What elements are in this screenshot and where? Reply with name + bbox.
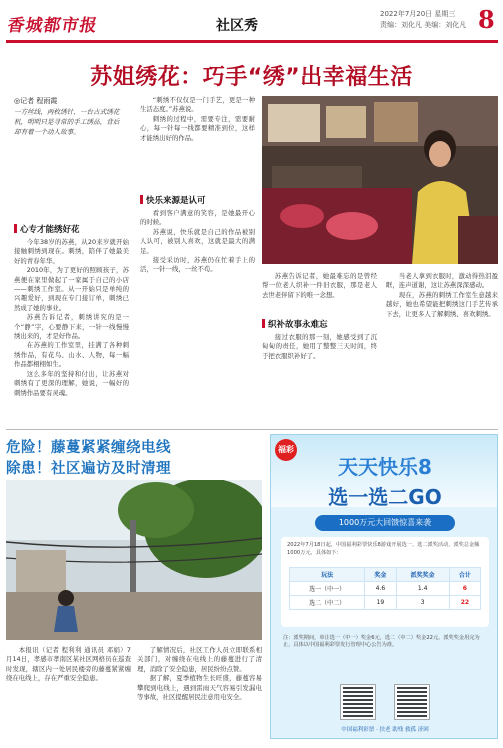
article-column-3b — [262, 333, 377, 424]
section-divider — [6, 429, 498, 430]
lottery-advertisement — [270, 434, 498, 739]
paragraph: 看到客户满意的笑容，是她最开心的时候。 — [140, 209, 255, 227]
lottery-footer: 中国福利彩票 · 扶老 助残 救孤 济困 — [341, 727, 429, 733]
paragraph: 苏燕告诉记者，刺绣讲究的是一个“静”字，心要静下来，一针一线慢慢绣出来的，才是好作品。 — [14, 313, 129, 341]
lottery-intro: 2022年7月18日起，中国福利彩票快乐8游戏开展选一、选二派奖活动，派奖总金额1000万元，具体如下： — [287, 542, 480, 556]
editor-credit: 责编：刘化凡 美编：刘化凡 — [380, 21, 467, 29]
prize-table — [289, 567, 481, 610]
table-row — [290, 596, 481, 610]
subhead-joy-label: 快乐来源是认可 — [146, 196, 206, 206]
article2-column-1 — [6, 646, 131, 742]
qr-code-icon — [341, 685, 375, 719]
embroidery-photo-illustration — [262, 96, 498, 264]
article-byline: ◎记者 程雨霞 — [14, 97, 58, 105]
article-column-2a — [140, 96, 255, 186]
date-line — [380, 9, 466, 31]
subhead-bar-icon — [14, 224, 17, 233]
paragraph: 今年38岁的苏燕，从20来岁就开始接触刺绣到现在。刺绣，陪伴了她最美好的青春年华。 — [14, 238, 129, 265]
article-column-4 — [386, 272, 498, 424]
prize-table-header-cell: 派奖奖金 — [396, 568, 449, 582]
article-column-1 — [14, 238, 129, 424]
lottery-ribbon: 1000万元大回馈惊喜来袭 — [315, 515, 455, 531]
paragraph: 现在，苏燕的刺绣工作室生意越来越好，她也希望能把刺绣这门手艺传承下去，让更多人了解刺绣、喜欢刺绣。 — [386, 290, 498, 318]
masthead — [0, 0, 503, 44]
qr-code-icon — [395, 685, 429, 719]
subhead-heart — [14, 223, 80, 235]
header-rule — [6, 40, 498, 43]
article2-headline-line2: 除患！社区遍访及时清理 — [6, 461, 171, 477]
table-row — [290, 582, 481, 596]
prize-table-header-cell: 合计 — [449, 568, 480, 582]
lottery-subtitle: 选一选二GO — [328, 485, 442, 509]
article-lead: 一方丝线，两枚绣针，一台古式绣花机，明明只是寻常的手工绣品，背后却有着一个动人故事。 — [14, 108, 120, 136]
paragraph: 了解情况后，社区工作人员立即联系相关部门，对缠绕在电线上的藤蔓进行了清理，消除了安全隐患，居民纷纷点赞。 — [137, 646, 262, 673]
paragraph: 据了解，夏季植物生长旺盛，藤蔓容易攀爬到电线上，遇到雷雨天气容易引发漏电等事故，社区提醒居民注意用电安全。 — [137, 674, 262, 702]
table-cell: 选一（中一） — [290, 582, 365, 596]
table-cell: 1.4 — [396, 582, 449, 596]
subhead-bar-icon — [262, 319, 265, 328]
subhead-weave-label: 织补故事永难忘 — [268, 320, 328, 330]
paragraph: 苏燕说，快乐就是自己的作品被别人认可，被别人喜欢，这就是最大的满足。 — [140, 227, 255, 255]
table-cell: 选二（中二） — [290, 596, 365, 610]
subhead-bar-icon — [140, 195, 143, 204]
prize-table-header-cell: 玩法 — [290, 568, 365, 582]
paragraph: 接过衣服的那一刻，她感受到了沉甸甸的责任，她用了整整三天时间，终于把衣服织补好了。 — [262, 333, 377, 360]
paragraph: 本报讯（记者 程利利 通讯员 邓娟）7月14日，孝感市孝南区某社区网格员在巡查时发现，辖区内一处居民楼旁的藤蔓紧紧缠绕在电线上，存在严重安全隐患。 — [6, 646, 131, 683]
table-cell: 3 — [396, 596, 449, 610]
subhead-heart-label: 心专才能绣好花 — [20, 225, 80, 235]
newspaper-logo: 香城都市报 — [5, 16, 100, 36]
subhead-weave — [262, 318, 328, 330]
article2-column-2 — [137, 646, 262, 742]
paragraph: 苏燕告诉记者，她最难忘的是曾经帮一位老人织补一件旧衣服，那是老人去世老伴留下的唯一念想。 — [262, 272, 377, 299]
paragraph: 在苏燕的工作室里，挂满了各种刺绣作品，有花鸟、山水、人物，每一幅作品都栩栩如生。 — [14, 341, 129, 369]
table-cell: 4.6 — [365, 582, 396, 596]
section-title: 社区秀 — [216, 18, 258, 34]
lottery-note: 注：派奖期间，单注选一（中一）奖金6元，选二（中二）奖金22元。派奖奖金用完为止，具体以中国福利彩票发行管理中心公告为准。 — [283, 635, 480, 649]
vine-wire-illustration — [6, 480, 262, 640]
table-cell: 6 — [449, 582, 480, 596]
paragraph: “刺绣不仅仅是一门手艺，更是一种生活态度。”苏燕说。 — [140, 96, 255, 114]
paragraph: 这么多年的坚持和付出，让苏燕对刺绣有了更深的理解，她说，一幅好的刺绣作品要有灵魂。 — [14, 369, 129, 397]
issue-date: 2022年7月20日 星期三 — [380, 10, 456, 18]
prize-table-header-cell: 奖金 — [365, 568, 396, 582]
page-number: 8 — [478, 5, 495, 34]
article-headline: 苏姐绣花：巧手“绣”出幸福生活 — [90, 65, 413, 90]
lottery-info-panel — [281, 537, 489, 627]
subhead-joy — [140, 194, 206, 206]
table-cell: 22 — [449, 596, 480, 610]
paragraph: 2010年，为了更好的照顾孩子，苏燕便在家里做起了一家属于自己的小店——刺绣工作室。从一开始只是单纯的兴趣爱好，到现在专门接订单，刺绣已然成了她的事业。 — [14, 266, 129, 312]
article-column-2b — [140, 209, 255, 424]
lottery-title: 天天快乐8 — [338, 455, 432, 479]
paragraph: 接受采访时，苏燕仍在忙着手上的活，一针一线，一丝不苟。 — [140, 256, 255, 274]
embroidery-photo — [262, 96, 498, 264]
welfare-lottery-logo: 福彩 — [275, 439, 297, 461]
paragraph: 当老人拿到衣服时，激动得热泪盈眶，连声道谢，这让苏燕深深感动。 — [386, 272, 498, 290]
paragraph: 刺绣的过程中，需要专注，需要耐心，每一针每一线都要精准到位，这样才能绣出好的作品。 — [140, 114, 255, 142]
article2-headline-line1: 危险！藤蔓紧紧缠绕电线 — [6, 440, 171, 456]
vine-wire-photo — [6, 480, 262, 640]
prize-table-header — [290, 568, 481, 582]
article-column-3a — [262, 272, 377, 314]
table-cell: 19 — [365, 596, 396, 610]
